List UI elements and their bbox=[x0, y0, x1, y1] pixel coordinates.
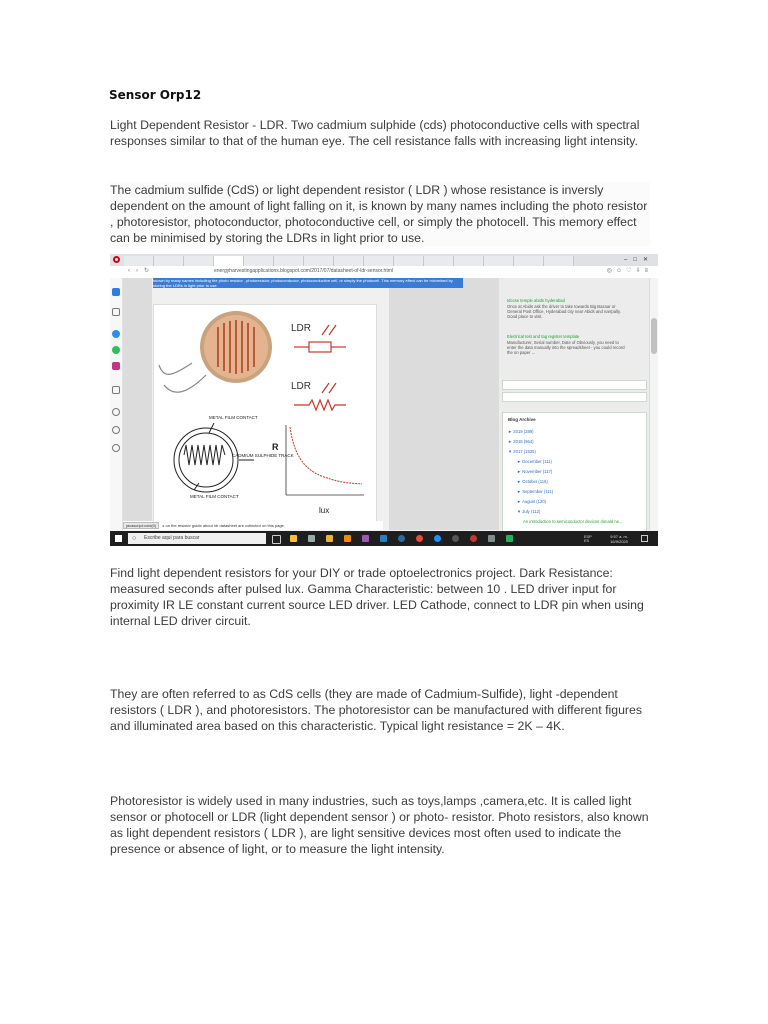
store-icon[interactable] bbox=[308, 535, 315, 542]
vlc-icon[interactable] bbox=[344, 535, 351, 542]
archive-item[interactable]: ► 2018 (964) bbox=[508, 439, 534, 444]
ldr-figure bbox=[153, 304, 377, 522]
ldr-figure-svg bbox=[154, 305, 376, 521]
app-icon[interactable] bbox=[326, 535, 333, 542]
metal-film-contact-top-label: METAL FILM CONTACT bbox=[209, 415, 258, 420]
app-icon[interactable] bbox=[506, 535, 513, 542]
history-icon[interactable] bbox=[112, 426, 120, 434]
app-icon[interactable] bbox=[488, 535, 495, 542]
messenger-icon[interactable] bbox=[112, 330, 120, 338]
status-bar bbox=[123, 521, 383, 530]
page-content bbox=[123, 278, 658, 530]
explorer-icon[interactable] bbox=[290, 535, 297, 542]
app-icon[interactable] bbox=[398, 535, 405, 542]
notification-icon[interactable] bbox=[641, 535, 648, 542]
highlighted-text: known by many names including the photo resistor , photoresistor, photoconductor, photoconductive cell, or simply the photocell. This memory effect can be minimised by storing the LDRs in light prior to use. bbox=[153, 278, 463, 288]
browser-tab[interactable] bbox=[484, 256, 514, 266]
browser-tab[interactable] bbox=[274, 256, 304, 266]
browser-tab[interactable] bbox=[334, 256, 364, 266]
resistance-graph bbox=[286, 425, 364, 495]
status-tail-text: s on the resistor guide about ldr datasheet are collected on this page. bbox=[162, 523, 285, 528]
search-icon: ○ bbox=[132, 535, 137, 542]
archive-item[interactable]: ► December (111) bbox=[517, 459, 552, 464]
taskbar-search-placeholder: Escribe aquí para buscar bbox=[144, 535, 200, 541]
taskbar-search-input[interactable] bbox=[128, 533, 266, 544]
ldr-label-2: LDR bbox=[291, 381, 312, 392]
opera-logo-icon bbox=[113, 256, 120, 263]
archive-item[interactable]: ► August (120) bbox=[517, 499, 547, 504]
status-link-text: javascript:void(0) bbox=[123, 522, 159, 529]
browser-tab-bar bbox=[110, 254, 658, 266]
paragraph-cds-cells: They are often referred to as CdS cells (they are made of Cadmium-Sulfide), light -dependent resistors ( LDR ), and photoresistors. The photoresistor can be manufactured with different figures and illuminated area based on this characteristic. Typical light resistance = 2K – 4K. bbox=[110, 687, 642, 733]
blog-archive-box bbox=[502, 412, 647, 532]
window-controls[interactable]: –□✕ bbox=[624, 257, 654, 263]
metal-film-contact-bottom-label: METAL FILM CONTACT bbox=[190, 494, 239, 499]
browser-tab[interactable] bbox=[424, 256, 454, 266]
instagram-icon[interactable] bbox=[112, 362, 120, 370]
sidebar-link-register[interactable]: Electrical test and tag register template bbox=[507, 334, 580, 339]
browser-tab[interactable] bbox=[514, 256, 544, 266]
windows-taskbar bbox=[110, 531, 658, 546]
archive-item[interactable]: An introduction to semiconductor devices donald ne... bbox=[523, 519, 623, 524]
edge-icon[interactable] bbox=[434, 535, 441, 542]
sidebar-box bbox=[502, 392, 647, 402]
archive-item[interactable]: ► October (116) bbox=[517, 479, 548, 484]
page-scrollbar[interactable] bbox=[650, 278, 658, 530]
sidebar-link-temple[interactable]: Idccse temple abids hyderabad bbox=[507, 298, 565, 303]
browser-tab[interactable] bbox=[394, 256, 424, 266]
home-icon[interactable] bbox=[112, 288, 120, 296]
sidebar-text-temple: Once at Abids ask the driver to take towards Big Bazaar or General Post Office, Hyderabad city near Abids and narrpally. Good place to visit. bbox=[507, 304, 621, 319]
browser-tab[interactable] bbox=[454, 256, 484, 266]
send-icon[interactable] bbox=[112, 386, 120, 394]
browser-tab[interactable] bbox=[544, 256, 574, 266]
paragraph-find-ldr: Find light dependent resistors for your DIY or trade optoelectronics project. Dark Resistance: measured seconds after pulsed lux. Gamma Characteristic: between 10 . LED driver input for proximity IR LE constant current source LED driver. LED Cathode, connect to LDR pin when using internal LED driver circuit. bbox=[110, 566, 644, 628]
browser-tab[interactable] bbox=[244, 256, 274, 266]
url-text[interactable]: energyharvestingapplications.blogspot.com/2017/07/datasheet-of-ldr-sensor.html bbox=[214, 268, 393, 274]
heart-icon[interactable] bbox=[112, 408, 120, 416]
sidebar-box bbox=[502, 380, 647, 390]
star-icon[interactable] bbox=[112, 308, 120, 316]
archive-item[interactable]: ► September (111) bbox=[517, 489, 554, 494]
browser-tab-active[interactable] bbox=[214, 256, 244, 266]
windows-start-icon[interactable] bbox=[115, 535, 122, 542]
chrome-icon[interactable] bbox=[416, 535, 423, 542]
app-icon[interactable] bbox=[380, 535, 387, 542]
system-tray-clock[interactable] bbox=[610, 534, 628, 544]
app-icon[interactable] bbox=[362, 535, 369, 542]
app-icon[interactable] bbox=[452, 535, 459, 542]
archive-item[interactable]: ► 2019 (289) bbox=[508, 429, 534, 434]
browser-tab[interactable] bbox=[154, 256, 184, 266]
browser-tab[interactable] bbox=[364, 256, 394, 266]
embedded-browser-screenshot bbox=[110, 254, 658, 546]
address-bar-actions[interactable]: ◎☺♡⇩≡ bbox=[606, 268, 652, 274]
browser-tab[interactable] bbox=[304, 256, 334, 266]
sidebar-text-register: Manufacturer, Serial number, Date of Obviously, you need to enter the data manually into the spreadsheet - you could record the on paper ... bbox=[507, 340, 625, 355]
document-title: Sensor Orp12 bbox=[109, 88, 202, 102]
nav-buttons[interactable]: ‹›↻ bbox=[128, 268, 156, 274]
ldr-label-1: LDR bbox=[291, 323, 312, 334]
browser-tab[interactable] bbox=[184, 256, 214, 266]
archive-item[interactable]: ▼ July (112) bbox=[517, 509, 541, 514]
opera-taskbar-icon[interactable] bbox=[470, 535, 477, 542]
ldr-photo bbox=[159, 311, 272, 392]
settings-icon[interactable] bbox=[112, 444, 120, 452]
scrollbar-thumb[interactable] bbox=[651, 318, 657, 354]
taskview-icon[interactable] bbox=[272, 535, 281, 544]
tray-date: 16/9/2020 bbox=[610, 539, 628, 544]
whatsapp-icon[interactable] bbox=[112, 346, 120, 354]
archive-item[interactable]: ▼ 2017 (1525) bbox=[508, 449, 536, 454]
tray-time: 9:57 a. m. bbox=[610, 534, 628, 539]
archive-item[interactable]: ► November (117) bbox=[517, 469, 553, 474]
graph-axis-lux: lux bbox=[319, 506, 330, 515]
paragraph-photoresistor-uses: Photoresistor is widely used in many industries, such as toys,lamps ,camera,etc. It is called light sensor or photocell or LDR (light dependent sensor ) or photo- resistor. Photo resistors, also known as light dependent resistors ( LDR ), are light sensitive devices most often used to indicate the presence or absence of light, or to measure the light intensity. bbox=[110, 794, 649, 856]
blog-sidebar bbox=[499, 278, 649, 530]
tray-lang[interactable]: ESP ES bbox=[584, 535, 592, 543]
paragraph-cds-description: The cadmium sulfide (CdS) or light dependent resistor ( LDR ) whose resistance is inversly dependent on the amount of light falling on it, is known by many names including the photo resistor , photoresistor, photoconductor, photoconductive cell, or simply the photocell. This memory effect can be minimised by storing the LDRs in light prior to use. bbox=[110, 182, 650, 246]
browser-tab[interactable] bbox=[124, 256, 154, 266]
paragraph-ldr-intro: Light Dependent Resistor - LDR. Two cadmium sulphide (cds) photoconductive cells with spectral responses similar to that of the human eye. The cell resistance falls with increasing light intensity. bbox=[110, 118, 640, 148]
opera-sidebar bbox=[110, 278, 123, 530]
graph-axis-r: R bbox=[272, 442, 279, 452]
cadmium-track-label: CADMIUM SULPHIDE TRACK bbox=[232, 453, 294, 458]
blog-archive-title: Blog Archive bbox=[508, 417, 536, 422]
